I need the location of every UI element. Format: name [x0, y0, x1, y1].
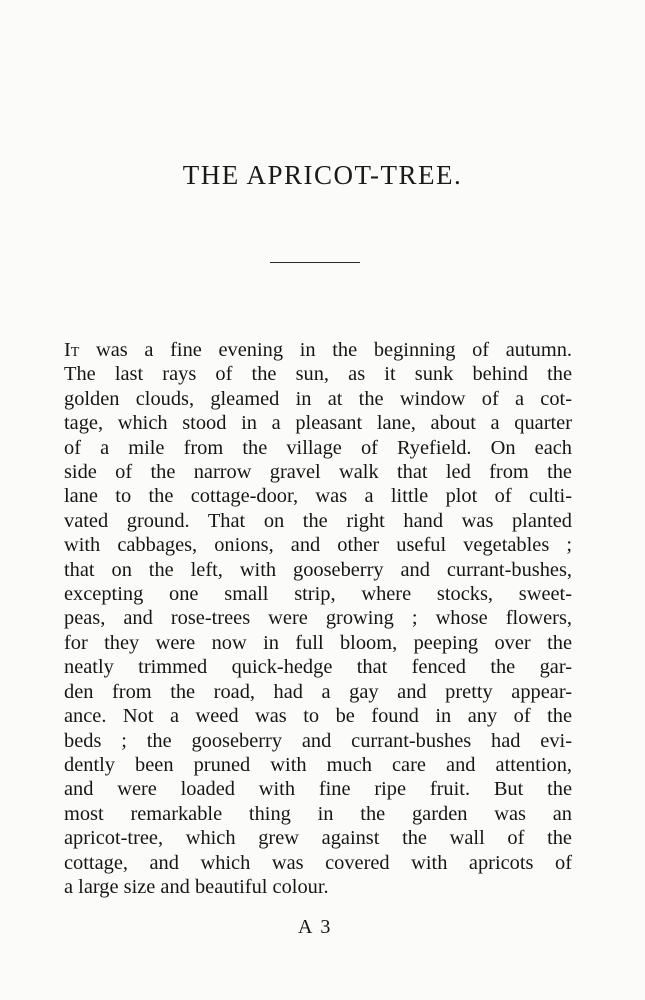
- text-line: ance. Not a weed was to be found in any of the: [64, 705, 572, 728]
- text-line: most remarkable thing in the garden was an: [64, 802, 572, 825]
- text-line: lane to the cottage-door, was a little plot of culti-: [64, 485, 572, 508]
- text-line: The last rays of the sun, as it sunk behind the: [64, 363, 572, 386]
- text-line: of a mile from the village of Ryefield. On each: [64, 436, 572, 459]
- text-line: tage, which stood in a pleasant lane, about a quarter: [64, 412, 572, 435]
- text-line: dently been pruned with much care and attention,: [64, 753, 572, 776]
- opening-word: It: [64, 339, 80, 361]
- text-line: excepting one small strip, where stocks, sweet-: [64, 583, 572, 606]
- body-paragraph: [64, 338, 572, 899]
- title-rule: [270, 262, 360, 263]
- chapter-title: THE APRICOT-TREE.: [182, 160, 463, 190]
- text-line: It was a fine evening in the beginning of autumn.: [64, 339, 572, 361]
- text-line: beds ; the gooseberry and currant-bushes had evi-: [64, 729, 572, 752]
- text-line: vated ground. That on the right hand was planted: [64, 509, 572, 532]
- text-line: den from the road, had a gay and pretty appear-: [64, 680, 572, 703]
- text-line: peas, and rose-trees were growing ; whose flowers,: [64, 607, 572, 630]
- text-line: a large size and beautiful colour.: [64, 875, 329, 898]
- text-line: apricot-tree, which grew against the wall of the: [64, 827, 572, 850]
- text-line: with cabbages, onions, and other useful vegetables ;: [64, 534, 572, 557]
- text-line: cottage, and which was covered with apricots of: [64, 851, 572, 874]
- text-line: and were loaded with fine ripe fruit. But the: [64, 778, 572, 801]
- text-line: that on the left, with gooseberry and currant-bushes,: [64, 558, 572, 581]
- text-line: for they were now in full bloom, peeping over the: [64, 631, 572, 654]
- text-line: golden clouds, gleamed in at the window of a cot-: [64, 387, 572, 410]
- signature-mark: A 3: [298, 916, 333, 938]
- text-line: neatly trimmed quick-hedge that fenced the gar-: [64, 656, 572, 679]
- text-line: side of the narrow gravel walk that led from the: [64, 461, 572, 484]
